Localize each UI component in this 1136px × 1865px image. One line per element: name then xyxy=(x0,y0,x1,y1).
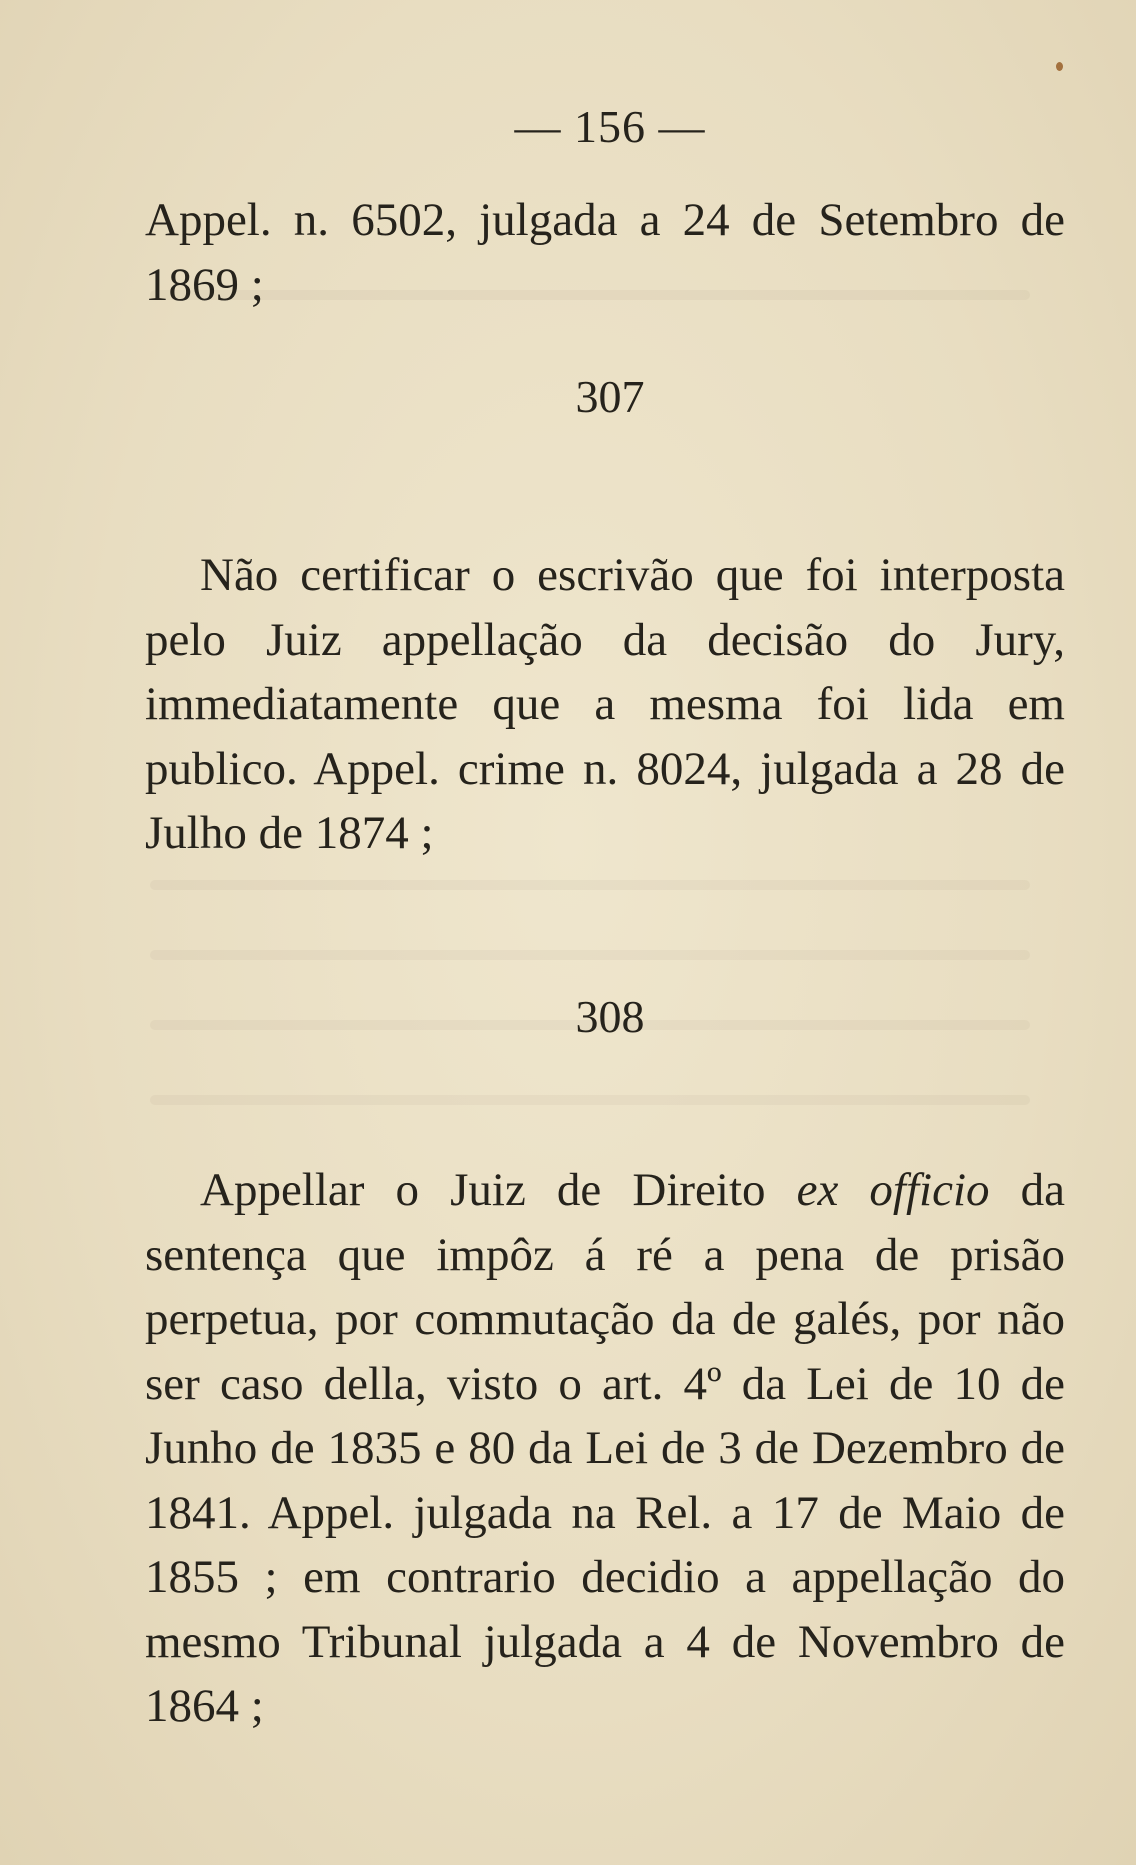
section-number-308: 308 xyxy=(575,991,645,1042)
ink-spot xyxy=(1056,62,1063,71)
paragraph-continuation: Appel. n. 6502, julgada a 24 de Setembro de 1869 ; xyxy=(145,194,1065,311)
show-through-line xyxy=(150,1095,1030,1105)
show-through-line xyxy=(150,950,1030,960)
show-through-line xyxy=(150,880,1030,890)
paragraph-308-text-end: da sentença que impôz á ré a pena de prisão perpetua, por commutação da de galés, por não ser caso della, visto o art. 4º da Lei de 10 de Junho de 1835 e 80 da Lei de 3 de Dezembro de 1841. Appel. julgada na Rel. a 17 de Maio de 1855 ; em contrario decidio a appellação do mesmo Tribunal julgada a 4 de Novembro de 1864 ; xyxy=(145,1164,1065,1732)
paragraph-307: Não certificar o escrivão que foi interposta pelo Juiz appellação da decisão do Jury, immediatamente que a mesma foi lida em publico. Appel. crime n. 8024, julgada a 28 de Julho de 1874 ; xyxy=(145,549,1065,859)
paragraph-308 xyxy=(145,1158,1065,1739)
section-number-307: 307 xyxy=(575,371,645,422)
page-number: — 156 — xyxy=(514,101,706,152)
latin-phrase: ex officio xyxy=(796,1164,990,1216)
paragraph-308-text-start: Appellar o Juiz de Direito xyxy=(200,1164,797,1216)
